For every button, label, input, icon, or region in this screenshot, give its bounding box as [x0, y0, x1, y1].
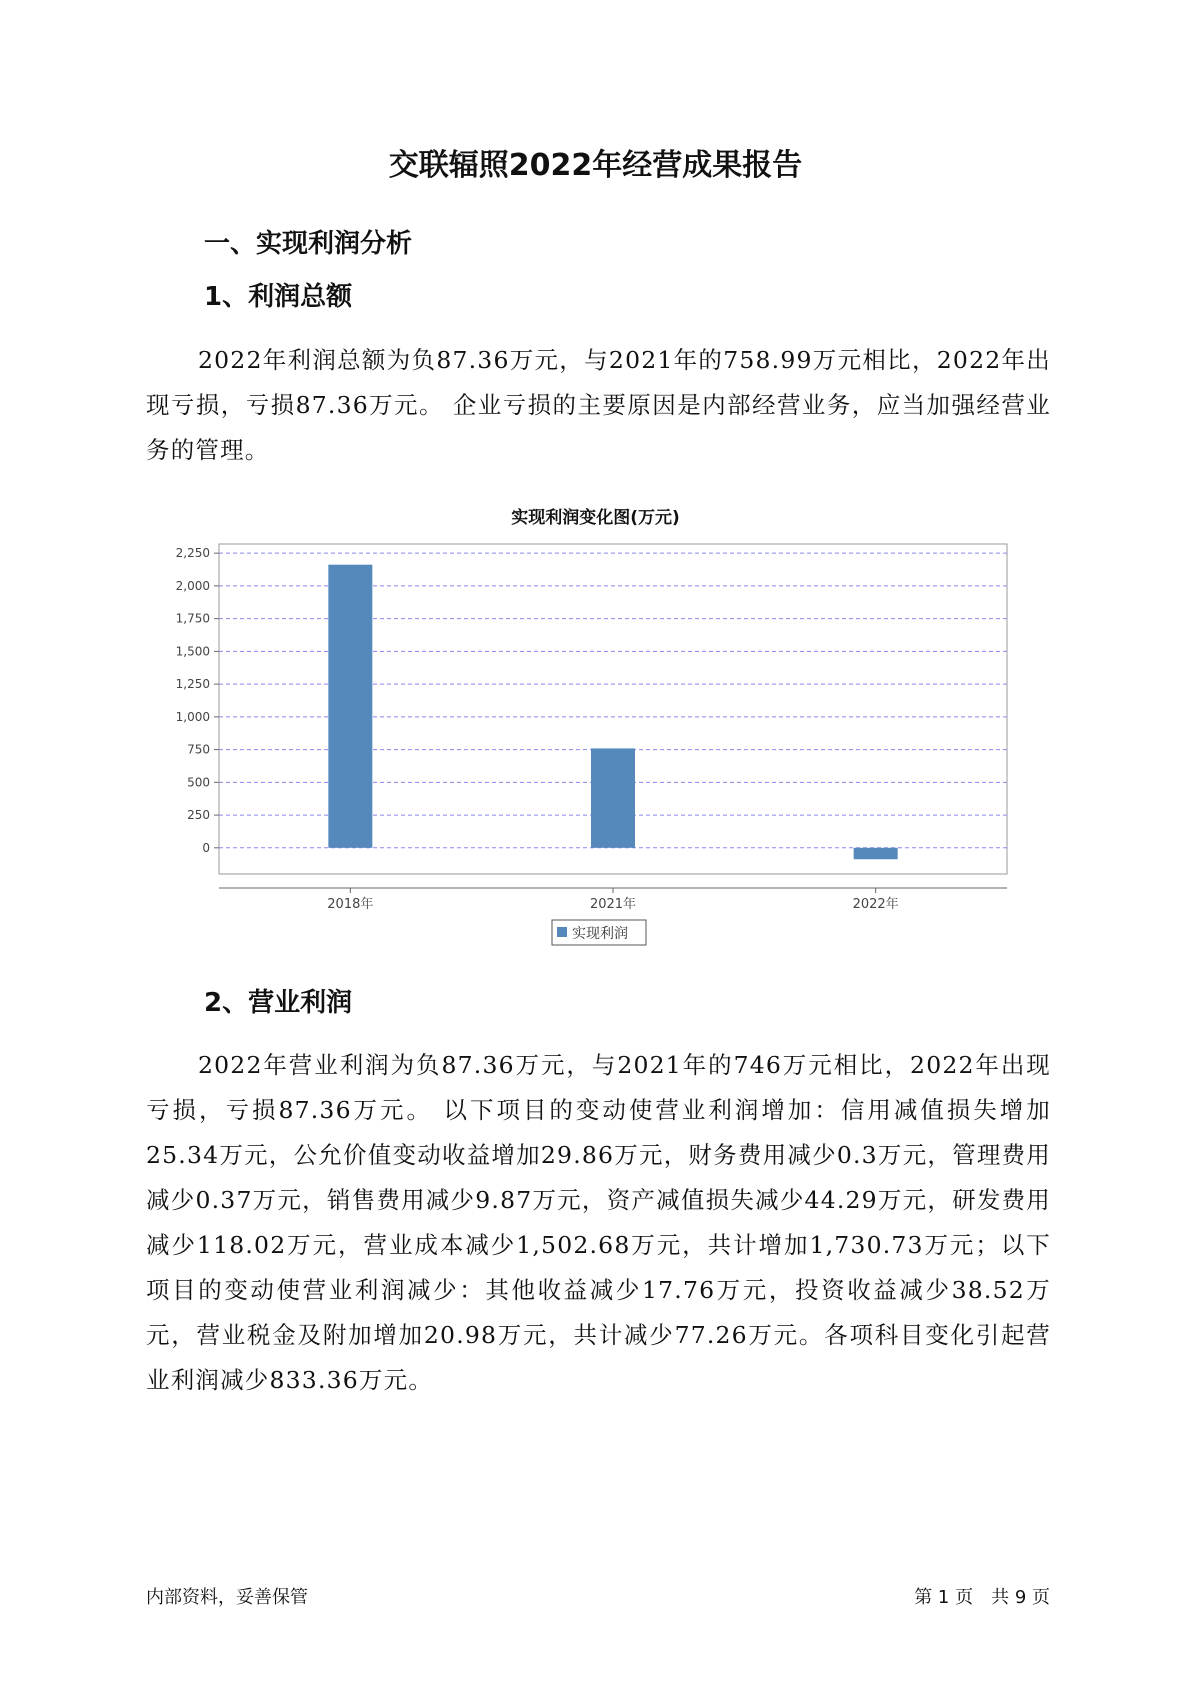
- bar-2021年: [591, 748, 635, 847]
- footer-page-number: 第 1 页 共 9 页: [914, 1587, 1050, 1608]
- bar-2018年: [328, 565, 372, 848]
- bar-2022年: [854, 848, 898, 859]
- paragraph-total-profit: 2022年利润总额为负87.36万元，与2021年的758.99万元相比，2022年出现亏损，亏损87.36万元。 企业亏损的主要原因是内部经营业务，应当加强经营业务的管理。: [146, 346, 1051, 464]
- legend-swatch: [557, 927, 567, 937]
- subheading-total-profit: 1、利润总额: [204, 282, 353, 312]
- y-tick-label: 1,250: [175, 677, 210, 692]
- y-tick-label: 2,250: [175, 546, 210, 561]
- y-tick-label: 250: [187, 808, 210, 823]
- chart-title: 实现利润变化图(万元): [511, 508, 680, 528]
- legend-label: 实现利润: [572, 926, 628, 942]
- x-axis-ticks: [327, 888, 898, 912]
- section-heading-profit-analysis: 一、实现利润分析: [204, 229, 413, 259]
- x-tick-label: 2022年: [852, 897, 899, 912]
- footer-confidential: 内部资料，妥善保管: [146, 1587, 308, 1608]
- legend: [552, 920, 646, 945]
- y-axis-ticks: [176, 546, 219, 855]
- x-tick-label: 2021年: [589, 897, 637, 912]
- y-tick-label: 1,500: [175, 644, 210, 659]
- y-tick-label: 750: [187, 742, 210, 757]
- y-tick-label: 500: [187, 775, 210, 790]
- y-tick-label: 1,750: [175, 611, 210, 626]
- y-tick-label: 1,000: [175, 709, 210, 724]
- x-tick-label: 2018年: [327, 897, 374, 912]
- y-tick-label: 2,000: [175, 578, 210, 593]
- report-title: 交联辐照2022年经营成果报告: [388, 148, 803, 183]
- subheading-operating-profit: 2、营业利润: [204, 988, 353, 1018]
- y-tick-label: 0: [202, 840, 210, 855]
- paragraph-operating-profit: 2022年营业利润为负87.36万元，与2021年的746万元相比，2022年出现亏损，亏损87.36万元。 以下项目的变动使营业利润增加：信用减值损失增加25.34万元，公允价值变动收益增加29.86万元，财务费用减少0.3万元，管理费用减少0.37万元，销售费用减少9.87万元，资产减值损失减少44.29万元，研发费用减少118.02万元，营业成本减少1,502.68万元，共计增加1,730.73万元；以下项目的变动使营业利润减少：其他收益减少17.76万元，投资收益减少38.52万元，营业税金及附加增加20.98万元，共计减少77.26万元。各项科目变化引起营业利润减少833.36万元。: [146, 1051, 1051, 1394]
